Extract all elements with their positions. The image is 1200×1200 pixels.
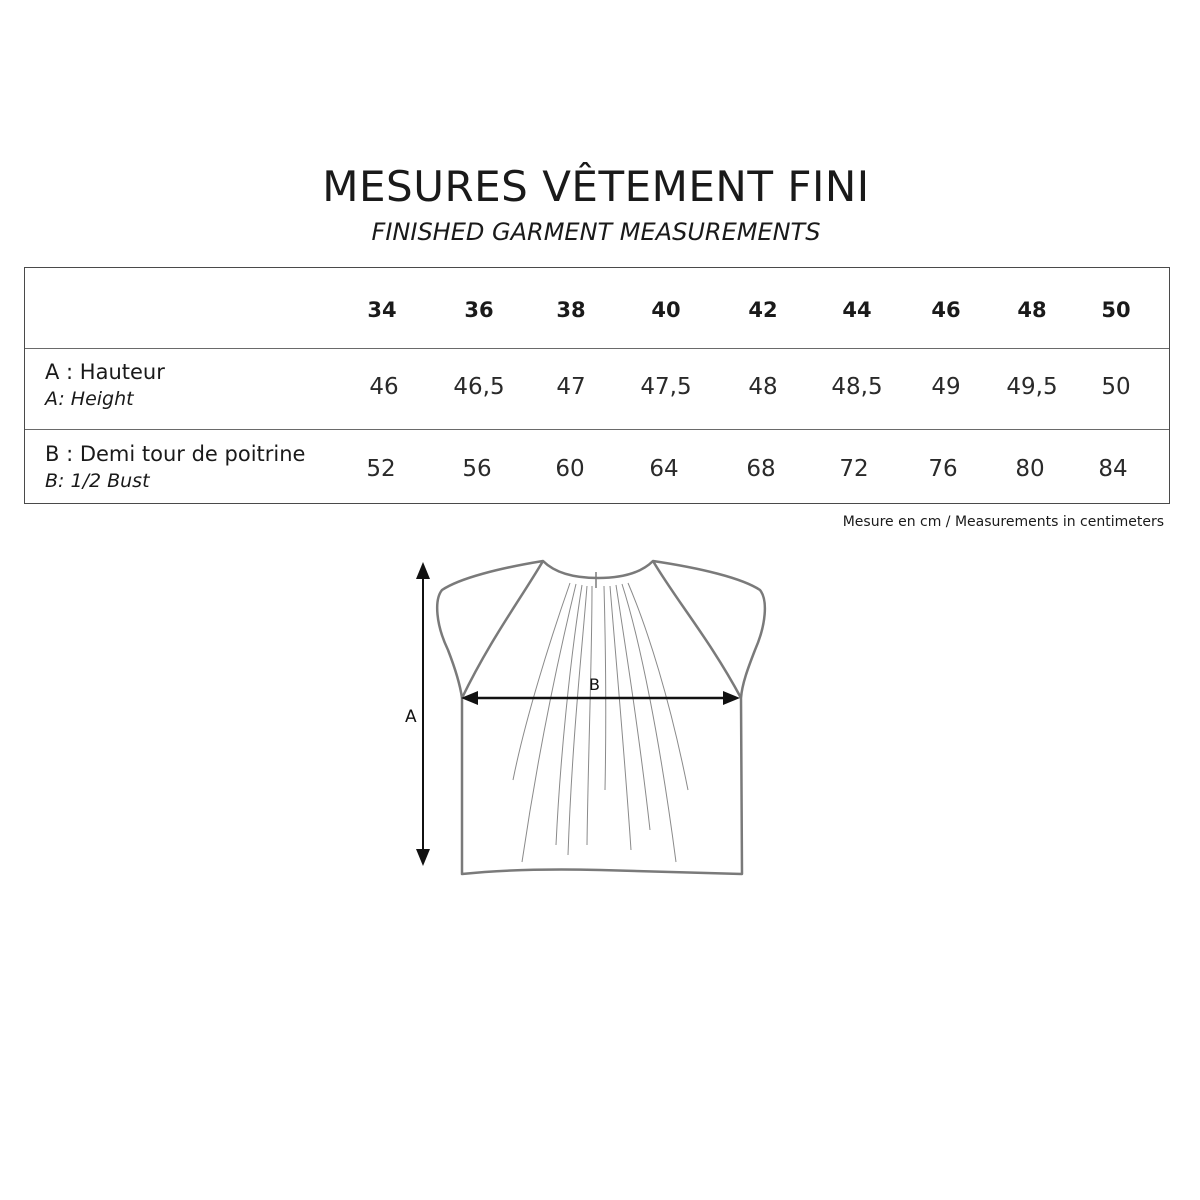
table-cell: 48,5 bbox=[831, 374, 883, 400]
row-label-english: A: Height bbox=[45, 388, 134, 410]
size-header: 38 bbox=[556, 298, 586, 322]
table-cell: 46,5 bbox=[453, 374, 505, 400]
table-cell: 76 bbox=[928, 456, 958, 482]
bust-arrow bbox=[461, 691, 740, 705]
size-header: 34 bbox=[367, 298, 397, 322]
table-cell: 60 bbox=[555, 456, 585, 482]
table-cell: 50 bbox=[1101, 374, 1131, 400]
pleat-lines bbox=[513, 583, 688, 862]
table-cell: 47,5 bbox=[640, 374, 692, 400]
table-cell: 46 bbox=[369, 374, 399, 400]
table-cell: 48 bbox=[748, 374, 778, 400]
row-label: A : Hauteur bbox=[45, 360, 165, 384]
size-header: 36 bbox=[464, 298, 494, 322]
units-note: Mesure en cm / Measurements in centimeters bbox=[842, 514, 1164, 530]
size-header: 40 bbox=[651, 298, 681, 322]
table-cell: 80 bbox=[1015, 456, 1045, 482]
table-cell: 68 bbox=[746, 456, 776, 482]
size-header: 44 bbox=[842, 298, 872, 322]
size-header: 50 bbox=[1101, 298, 1131, 322]
row-label-english: B: 1/2 Bust bbox=[45, 470, 150, 492]
height-label: A bbox=[405, 707, 417, 727]
table-cell: 64 bbox=[649, 456, 679, 482]
height-arrow bbox=[416, 562, 430, 866]
row-label: B : Demi tour de poitrine bbox=[45, 442, 306, 466]
size-header: 46 bbox=[931, 298, 961, 322]
size-header: 42 bbox=[748, 298, 778, 322]
bust-label: B bbox=[589, 675, 600, 694]
garment-outline bbox=[437, 561, 765, 874]
table-cell: 84 bbox=[1098, 456, 1128, 482]
size-header: 48 bbox=[1017, 298, 1047, 322]
table-cell: 56 bbox=[462, 456, 492, 482]
table-cell: 52 bbox=[366, 456, 396, 482]
table-cell: 72 bbox=[839, 456, 869, 482]
table-cell: 49 bbox=[931, 374, 961, 400]
table-cell: 47 bbox=[556, 374, 586, 400]
page-subtitle: FINISHED GARMENT MEASUREMENTS bbox=[371, 218, 821, 246]
page-title: MESURES VÊTEMENT FINI bbox=[322, 162, 870, 211]
table-cell: 49,5 bbox=[1006, 374, 1058, 400]
